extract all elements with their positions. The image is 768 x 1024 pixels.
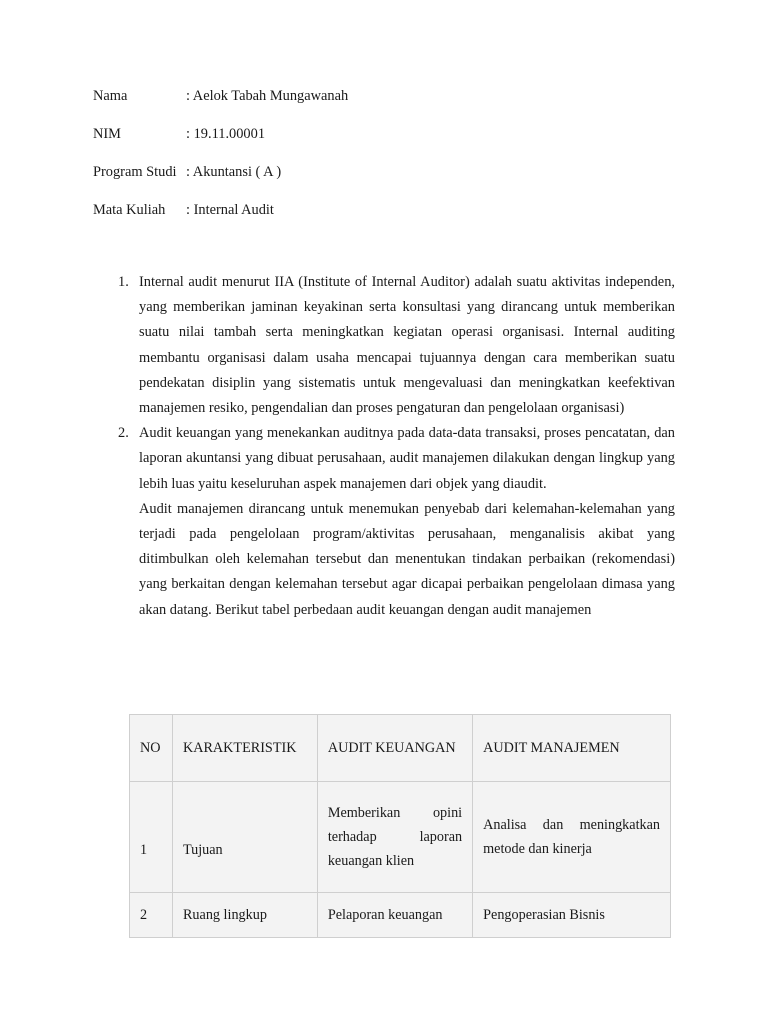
table-cell: Pelaporan keuangan [317, 893, 472, 938]
info-row-mata-kuliah [93, 200, 348, 238]
info-label: Mata Kuliah [93, 202, 166, 218]
table-header-cell: AUDIT MANAJEMEN [473, 715, 671, 782]
info-row-nim [93, 124, 348, 162]
table-cell: Tujuan [172, 782, 317, 893]
answer-item-2 [112, 421, 675, 623]
table-cell: Memberikan opini terhadap laporan keuangan klien [317, 782, 472, 893]
table-row [130, 782, 671, 893]
info-value: : 19.11.00001 [186, 126, 266, 142]
table-row [130, 893, 671, 938]
comparison-table [129, 714, 671, 938]
table-header-row [130, 715, 671, 782]
info-label: Nama [93, 88, 128, 104]
student-info [93, 86, 348, 238]
info-row-program-studi [93, 162, 348, 200]
list-number: 2. [118, 425, 129, 442]
info-label: Program Studi [93, 164, 177, 180]
table-cell: Analisa dan meningkatkan metode dan kinerja [473, 782, 671, 893]
answer-paragraph: Audit manajemen dirancang untuk menemukan penyebab dari kelemahan-kelemahan yang terjadi pada pengelolaan program/aktivitas perusahaan, menganalisis akibat yang ditimbulkan oleh kelemahan tersebut dan menentukan tindakan perbaikan (rekomendasi) yang berkaitan dengan kelemahan tersebut agar dicapai perbaikan pengelolaan dimasa yang akan datang. Berikut tabel perbedaan audit keuangan dengan audit manajemen [139, 500, 675, 618]
info-value: : Akuntansi ( A ) [186, 164, 282, 180]
info-value: : Internal Audit [186, 202, 274, 218]
table-header-cell: NO [130, 715, 173, 782]
list-number: 1. [118, 274, 129, 290]
table-cell: Pengoperasian Bisnis [473, 893, 671, 938]
info-label: NIM [93, 126, 121, 142]
table-cell: Ruang lingkup [172, 893, 317, 938]
answer-paragraph: Audit keuangan yang menekankan auditnya pada data-data transaksi, proses pencatatan, dan laporan akuntansi yang dibuat perusahaan, audit manajemen dilakukan dengan lingkup yang lebih luas yaitu keseluruhan aspek manajemen dari objek yang diaudit. [139, 425, 675, 492]
comparison-table-wrap [129, 714, 671, 938]
table-cell: 2 [130, 893, 173, 938]
table-cell: 1 [130, 782, 173, 893]
answer-paragraph: Internal audit menurut IIA (Institute of Internal Auditor) adalah suatu aktivitas independen, yang memberikan jaminan keyakinan serta konsultasi yang dirancang untuk memberikan suatu nilai tambah serta meningkatkan kegiatan operasi organisasi. Internal auditing membantu organisasi dalam usaha mencapai tujuannya dengan cara memberikan suatu pendekatan disiplin yang sistematis untuk mengevaluasi dan meningkatkan keefektivan manajemen resiko, pengendalian dan proses pengaturan dan pengelolaan organisasi) [139, 274, 675, 417]
answer-list [112, 270, 675, 623]
info-value: : Aelok Tabah Mungawanah [186, 88, 349, 104]
table-header-cell: KARAKTERISTIK [172, 715, 317, 782]
table-header-cell: AUDIT KEUANGAN [317, 715, 472, 782]
answer-item-1 [112, 270, 675, 421]
info-row-nama [93, 86, 348, 124]
